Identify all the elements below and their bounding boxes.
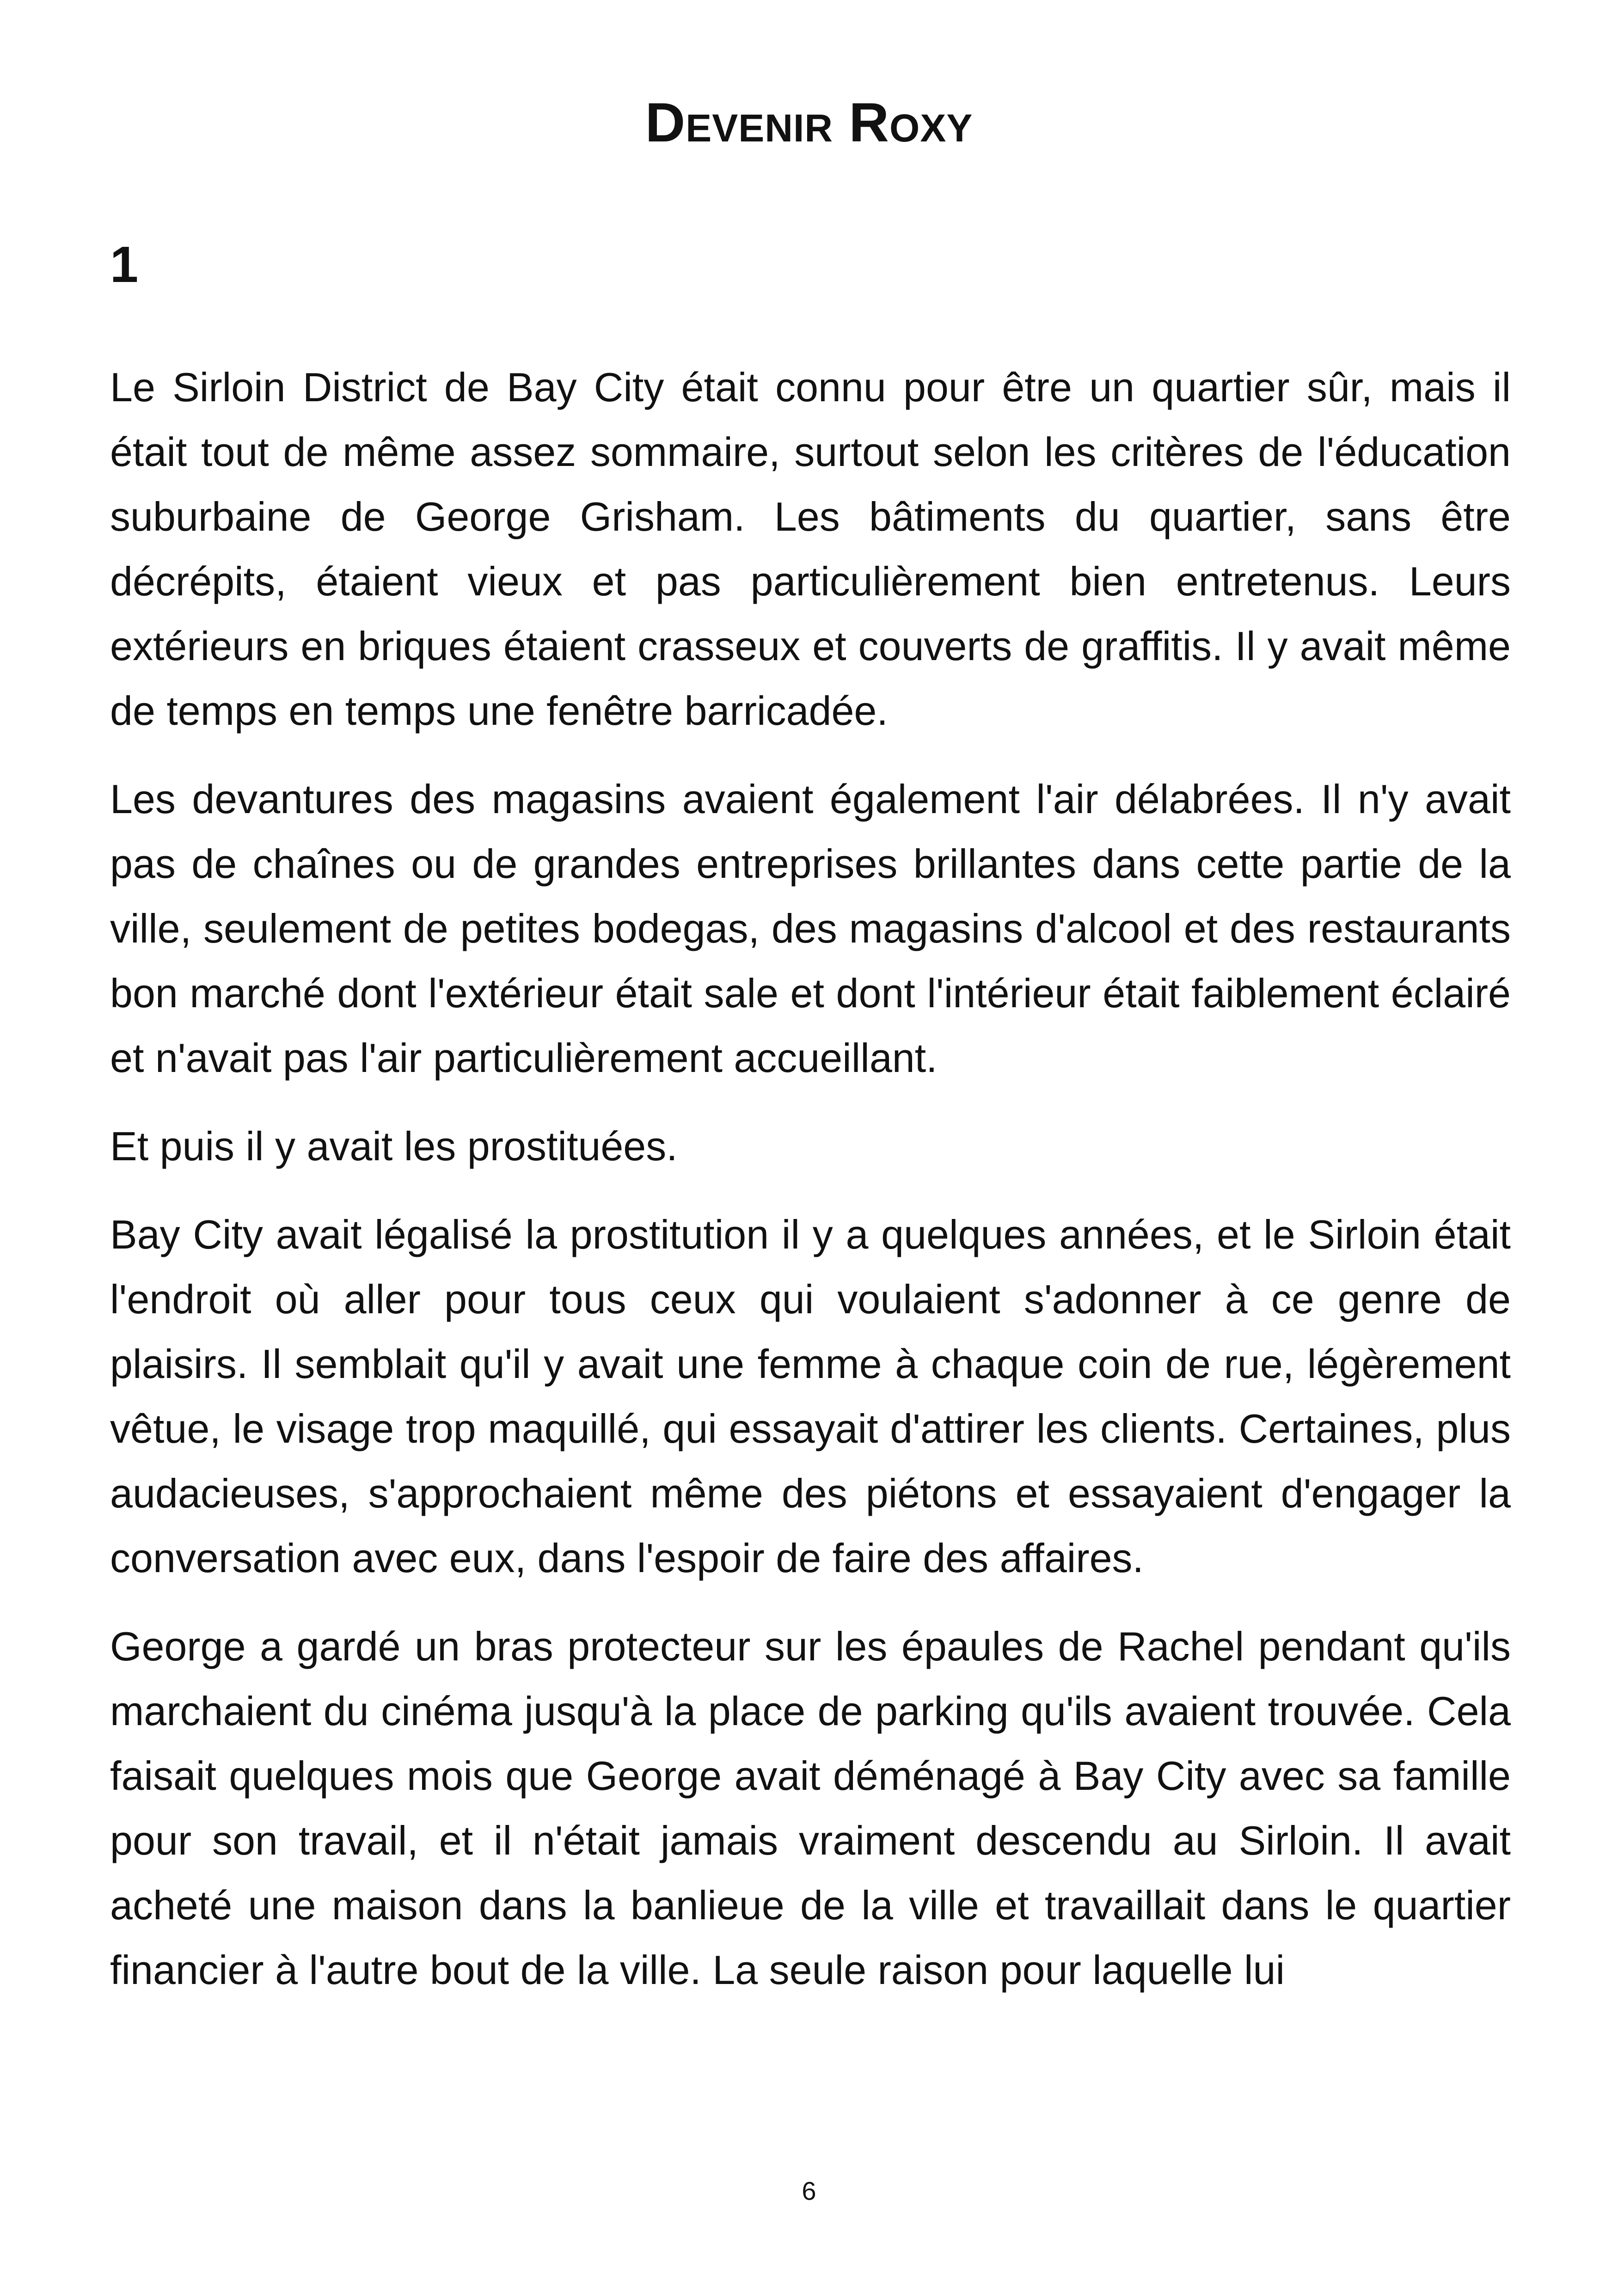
paragraph: Le Sirloin District de Bay City était connu pour être un quartier sûr, mais il était tout de même assez sommaire, surtout selon les critères de l'éducation suburbaine de George Grisham. Les bâtiments du quartier, sans être décrépits, étaient vieux et pas particulièrement bien entretenus. Leurs extérieurs en briques étaient crasseux et couverts de graffitis. Il y avait même de temps en temps une fenêtre barricadée. [110,364,1511,734]
chapter-title: Devenir Roxy [645,92,973,153]
chapter-body [110,355,1511,2026]
paragraph: George a gardé un bras protecteur sur les épaules de Rachel pendant qu'ils marchaient du cinéma jusqu'à la place de parking qu'ils avaient trouvée. Cela faisait quelques mois que George avait déménagé à Bay City avec sa famille pour son travail, et il n'était jamais vraiment descendu au Sirloin. Il avait acheté une maison dans la banlieue de la ville et travaillait dans le quartier financier à l'autre bout de la ville. La seule raison pour laquelle lui [110,1623,1511,1993]
chapter-number: 1 [110,236,139,293]
paragraph: Les devantures des magasins avaient également l'air délabrées. Il n'y avait pas de chaînes ou de grandes entreprises brillantes dans cette partie de la ville, seulement de petites bodegas, des magasins d'alcool et des restaurants bon marché dont l'extérieur était sale et dont l'intérieur était faiblement éclairé et n'avait pas l'air particulièrement accueillant. [110,776,1511,1081]
paragraph: Bay City avait légalisé la prostitution il y a quelques années, et le Sirloin était l'endroit où aller pour tous ceux qui voulaient s'adonner à ce genre de plaisirs. Il semblait qu'il y avait une femme à chaque coin de rue, légèrement vêtue, le visage trop maquillé, qui essayait d'attirer les clients. Certaines, plus audacieuses, s'approchaient même des piétons et essayaient d'engager la conversation avec eux, dans l'espoir de faire des affaires. [110,1212,1511,1581]
page-number: 6 [802,2176,816,2205]
paragraph: Et puis il y avait les prostituées. [110,1123,678,1169]
